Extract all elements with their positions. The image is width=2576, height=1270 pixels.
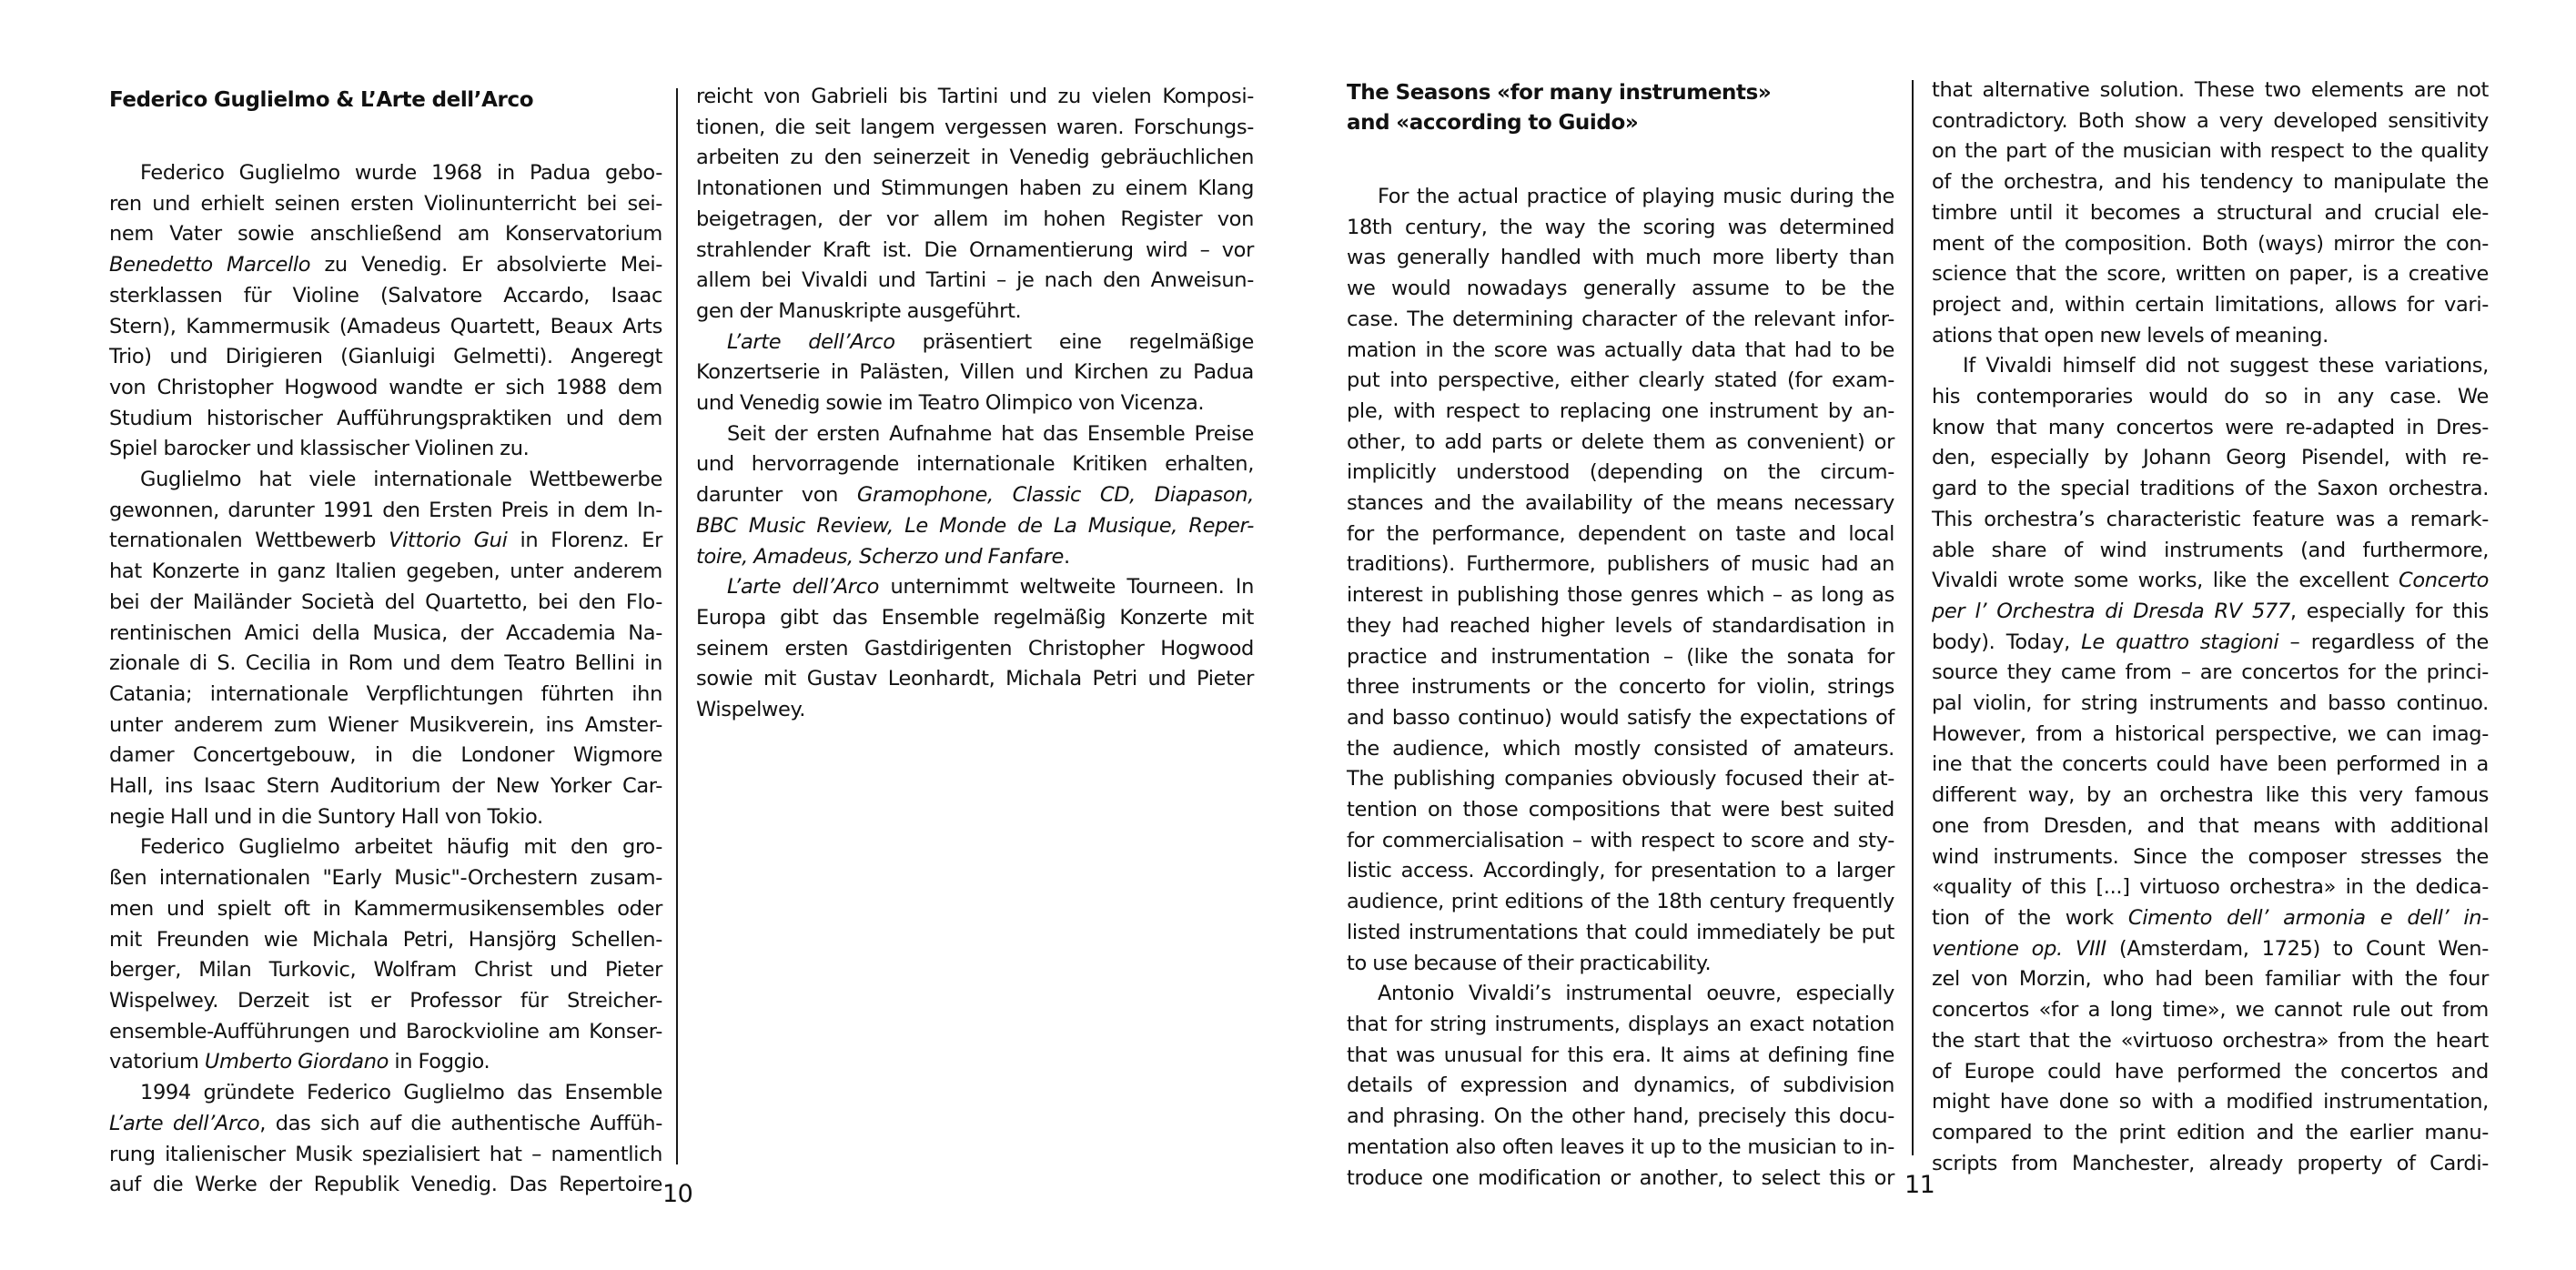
text-line: gen der Manuskripte ausgeführt. [696, 298, 1022, 323]
text-line: L’arte dell’Arco, das sich auf die authentische Auffüh- [109, 1111, 662, 1135]
text-line: listic access. Accordingly, for presentation to a larger [1347, 859, 1894, 883]
column-divider-rule [676, 88, 678, 1164]
column-text [109, 158, 662, 1201]
heading-line-2: and «according to Guido» [1347, 111, 1639, 135]
text-line: of Europe could have performed the concertos and [1932, 1059, 2489, 1084]
text-line: Guglielmo hat viele internationale Wettbewerbe [140, 468, 662, 492]
text-line: The publishing companies obviously focused their at- [1347, 767, 1894, 791]
text-line: rentinischen Amici della Musica, der Accademia Na- [109, 620, 662, 645]
text-line: For the actual practice of playing music during the [1378, 185, 1894, 208]
text-line: that alternative solution. These two elements are not [1932, 78, 2489, 102]
text-line: negie Hall und in die Suntory Hall von Tokio. [109, 804, 543, 829]
text-line: arbeiten zu den seinerzeit in Venedig gebräuchlichen [696, 146, 1254, 170]
text-line: ternationalen Wettbewerb Vittorio Gui in Florenz. Er [109, 529, 662, 553]
text-line: Europa gibt das Ensemble regelmäßig Konzerte mit [696, 605, 1254, 630]
text-line: troduce one modification or another, to select this or [1347, 1165, 1894, 1190]
text-line: that was unusual for this era. It aims at defining fine [1347, 1043, 1894, 1067]
text-line: interest in publishing those genres which – as long as [1347, 583, 1894, 608]
text-line: zionale di S. Cecilia in Rom und dem Teatro Bellini in [109, 651, 662, 676]
column-text [1932, 76, 2489, 1179]
page-number: 11 [1904, 1171, 1935, 1199]
page-11-column-1 [1347, 78, 1894, 1194]
text-line: his contemporaries would do so in any case. We [1932, 385, 2489, 409]
text-line: three instruments or the concerto for violin, strings [1347, 675, 1894, 700]
text-line: nem Vater sowie anschließend am Konservatorium [109, 222, 662, 247]
text-line: that for string instruments, displays an exact notation [1347, 1012, 1894, 1036]
text-line: ren und erhielt seinen ersten Violinunterricht bei sei- [109, 191, 662, 216]
text-line: on the part of the musician with respect to the quality [1932, 139, 2489, 164]
text-line: This orchestra’s characteristic feature was a remark- [1932, 507, 2489, 531]
text-line: beigetragen, der vor allem im hohen Register von [696, 207, 1254, 231]
text-line: If Vivaldi himself did not suggest these variations, [1963, 354, 2489, 378]
text-line: details of expression and dynamics, of subdivision [1347, 1073, 1894, 1098]
text-line: Konzertserie in Palästen, Villen und Kirchen zu Padua [696, 360, 1254, 385]
text-line: to use because of their practicability. [1347, 951, 1712, 975]
text-line: they had reached higher levels of standardisation in [1347, 613, 1894, 638]
text-line: toire, Amadeus, Scherzo und Fanfare. [696, 544, 1070, 569]
text-line: timbre until it becomes a structural and crucial ele- [1932, 200, 2489, 225]
text-line: and basso continuo) would satisfy the expectations of [1347, 705, 1894, 730]
text-line: Catania; internationale Verpflichtungen führten ihn [109, 681, 662, 706]
text-line: darunter von Gramophone, Classic CD, Diapason, [696, 483, 1254, 508]
text-line: berger, Milan Turkovic, Wolfram Christ und Pieter [109, 958, 662, 983]
text-line: ensemble-Aufführungen und Barockvioline am Konser- [109, 1019, 662, 1043]
text-line: Antonio Vivaldi’s instrumental oeuvre, especially [1378, 982, 1894, 1006]
text-line: However, from a historical perspective, we can imag- [1932, 721, 2489, 746]
text-line: sterklassen für Violine (Salvatore Accardo, Isaac [109, 283, 662, 307]
text-line: tionen, die seit langem vergessen waren. Forschungs- [696, 115, 1254, 139]
page-number: 10 [662, 1180, 693, 1208]
text-line: of the orchestra, and his tendency to manipulate the [1932, 170, 2489, 195]
text-line: den, especially by Johann Georg Pisendel, with re- [1932, 446, 2489, 470]
text-line: other, to add parts or delete them as convenient) or [1347, 429, 1894, 454]
text-line: might have done so with a modified instrumentation, [1932, 1090, 2489, 1114]
text-line: L’arte dell’Arco präsentiert eine regelmäßige [727, 329, 1254, 354]
text-line: tion of the work Cimento dell’ armonia e dell’ in- [1932, 905, 2489, 930]
text-line: mation in the score was actually data that had to be [1347, 338, 1894, 362]
text-line: one from Dresden, and that means with additional [1932, 813, 2489, 838]
text-line: von Christopher Hogwood wandte er sich 1988 dem [109, 375, 662, 399]
text-line: wind instruments. Since the composer stresses the [1932, 844, 2489, 869]
text-line: Stern), Kammermusik (Amadeus Quartett, Beaux Arts [109, 314, 662, 338]
text-line: seinem ersten Gastdirigenten Christopher Hogwood [696, 636, 1254, 660]
text-line: Federico Guglielmo wurde 1968 in Padua gebo- [140, 161, 662, 185]
text-line: traditions). Furthermore, publishers of music had an [1347, 552, 1894, 577]
column-divider-rule [1912, 80, 1914, 1155]
text-line: allem bei Vivaldi und Tartini – je nach den Anweisun- [696, 268, 1254, 293]
section-heading-seasons [1347, 78, 1894, 138]
page-10-column-1 [109, 86, 662, 1201]
page-11-column-2 [1932, 76, 2489, 1179]
text-line: Spiel barocker und klassischer Violinen zu. [109, 437, 530, 461]
text-line: Intonationen und Stimmungen haben zu einem Klang [696, 176, 1254, 201]
text-line: mentation also often leaves it up to the musician to in- [1347, 1134, 1894, 1159]
text-line: ßen internationalen "Early Music"-Orchestern zusam- [109, 866, 662, 891]
text-line: Vivaldi wrote some works, like the excellent Concerto [1932, 569, 2489, 593]
text-line: Wispelwey. [696, 698, 806, 722]
text-line: Seit der ersten Aufnahme hat das Ensemble Preise [727, 421, 1254, 446]
text-line: L’arte dell’Arco unternimmt weltweite Tourneen. In [727, 575, 1254, 600]
text-line: practice and instrumentation – (like the sonata for [1347, 644, 1894, 669]
text-line: ations that open new levels of meaning. [1932, 323, 2329, 348]
text-line: the start that the «virtuoso orchestra» from the heart [1932, 1028, 2489, 1053]
text-line: science that the score, written on paper, is a creative [1932, 262, 2489, 287]
text-line: unter anderem zum Wiener Musikverein, ins Amster- [109, 712, 662, 737]
column-text [1347, 182, 1894, 1194]
text-line: 1994 gründete Federico Guglielmo das Ensemble [140, 1081, 662, 1105]
text-line: mit Freunden wie Michala Petri, Hansjörg Schellen- [109, 927, 662, 952]
text-line: concertos «for a long time», we cannot rule out from [1932, 998, 2489, 1023]
column-text [696, 82, 1254, 726]
text-line: strahlender Kraft ist. Die Ornamentierung wird – vor [696, 237, 1254, 262]
text-line: zel von Morzin, who had been familiar with the four [1932, 967, 2489, 992]
text-line: know that many concertos were re-adapted in Dres- [1932, 415, 2489, 439]
text-line: «quality of this [...] virtuoso orchestra» in the dedica- [1932, 875, 2489, 900]
text-line: gewonnen, darunter 1991 den Ersten Preis in dem In- [109, 498, 662, 522]
text-line: scripts from Manchester, already property of Cardi- [1932, 1151, 2489, 1175]
text-line: 18th century, the way the scoring was determined [1347, 215, 1894, 239]
text-line: und Venedig sowie im Teatro Olimpico von Vicenza. [696, 391, 1205, 416]
text-line: auf die Werke der Republik Venedig. Das Repertoire [109, 1173, 662, 1197]
text-line: vatorium Umberto Giordano in Foggio. [109, 1050, 490, 1074]
text-line: pal violin, for string instruments and basso continuo. [1932, 691, 2489, 716]
text-line: audience, print editions of the 18th century frequently [1347, 890, 1894, 914]
text-line: for the performance, dependent on taste and local [1347, 521, 1894, 546]
text-line: listed instrumentations that could immediately be put [1347, 920, 1894, 944]
text-line: ple, with respect to replacing one instrument by an- [1347, 398, 1894, 423]
text-line: Benedetto Marcello zu Venedig. Er absolvierte Mei- [109, 253, 663, 277]
text-line: the audience, which mostly consisted of amateurs. [1347, 736, 1894, 761]
text-line: ment of the composition. Both (ways) mirror the con- [1932, 231, 2489, 256]
text-line: project and, within certain limitations, allows for vari- [1932, 292, 2489, 317]
text-line: contradictory. Both show a very developed sensitivity [1932, 108, 2489, 133]
text-line: und hervorragende internationale Kritiken erhalten, [696, 452, 1254, 477]
text-line: different way, by an orchestra like this very famous [1932, 783, 2489, 808]
page-10-column-2 [696, 82, 1254, 726]
text-line: for commercialisation – with respect to score and sty- [1347, 828, 1894, 852]
text-line: damer Concertgebouw, in die Londoner Wigmore [109, 743, 662, 768]
text-line: ine that the concerts could have been performed in a [1932, 752, 2489, 777]
text-line: tention on those compositions that were best suited [1347, 798, 1894, 822]
text-line: stances and the availability of the means necessary [1347, 491, 1894, 516]
text-line: Federico Guglielmo arbeitet häufig mit den gro- [140, 835, 662, 860]
text-line: men und spielt oft in Kammermusikensembles oder [109, 896, 662, 921]
text-line: Trio) und Dirigieren (Gianluigi Gelmetti). Angeregt [109, 345, 662, 369]
text-line: reicht von Gabrieli bis Tartini und zu vielen Komposi- [696, 85, 1254, 108]
text-line: and phrasing. On the other hand, precisely this docu- [1347, 1104, 1894, 1129]
text-line: hat Konzerte in ganz Italien gegeben, unter anderem [109, 559, 662, 584]
text-line: source they came from – are concertos for the princi- [1932, 660, 2489, 685]
text-line: per l’ Orchestra di Dresda RV 577, especially for this [1932, 599, 2489, 623]
text-line: Studium historischer Aufführungspraktiken und dem [109, 406, 662, 430]
text-line: bei der Mailänder Società del Quartetto, bei den Flo- [109, 590, 662, 614]
text-line: rung italienischer Musik spezialisiert hat – namentlich [109, 1142, 662, 1166]
text-line: case. The determining character of the relevant infor- [1347, 307, 1894, 331]
text-line: was generally handled with much more liberty than [1347, 246, 1894, 270]
text-line: we would nowadays generally assume to be the [1347, 277, 1894, 301]
text-line: compared to the print edition and the earlier manu- [1932, 1120, 2489, 1144]
section-heading-biography: Federico Guglielmo & L’Arte dell’Arco [109, 88, 534, 112]
text-line: Hall, ins Isaac Stern Auditorium der New Yorker Car- [109, 774, 662, 799]
text-line: able share of wind instruments (and furthermore, [1932, 538, 2489, 562]
text-line: BBC Music Review, Le Monde de La Musique, Reper- [696, 513, 1254, 538]
text-line: Wispelwey. Derzeit ist er Professor für Streicher- [109, 988, 662, 1013]
text-line: sowie mit Gustav Leonhardt, Michala Petri und Pieter [696, 667, 1254, 691]
text-line: implicitly understood (depending on the circum- [1347, 460, 1894, 485]
text-line: body). Today, Le quattro stagioni – regardless of the [1932, 630, 2489, 654]
text-line: gard to the special traditions of the Saxon orchestra. [1932, 477, 2489, 501]
heading-line-1: The Seasons «for many instruments» [1347, 81, 1772, 105]
text-line: put into perspective, either clearly stated (for exam- [1347, 368, 1894, 393]
text-line: ventione op. VIII (Amsterdam, 1725) to Count Wen- [1932, 936, 2489, 961]
